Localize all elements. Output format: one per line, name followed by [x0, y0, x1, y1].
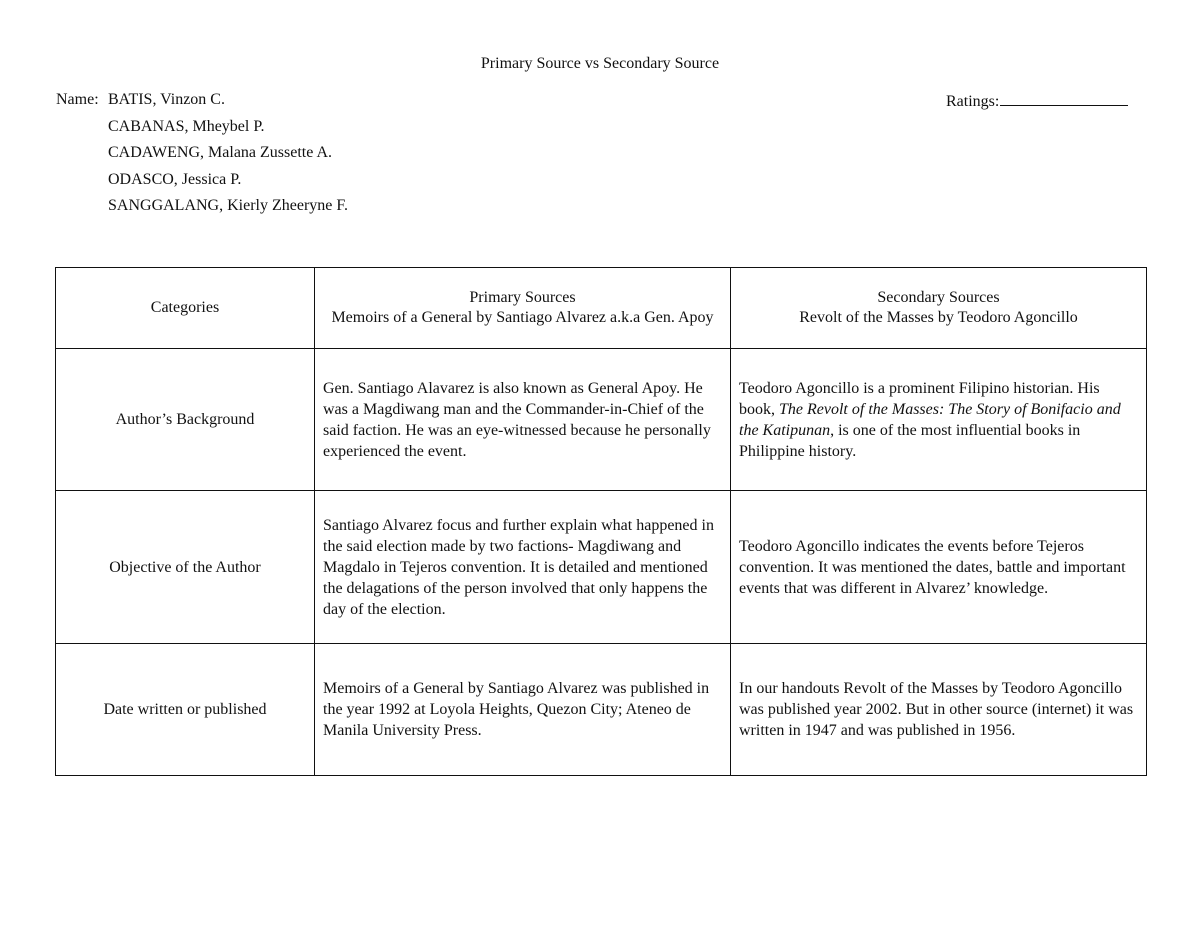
name-entry: BATIS, Vinzon C.: [108, 91, 225, 108]
table-header-row: [56, 268, 1147, 349]
secondary-text-start: Teodoro Agoncillo is a prominent Filipino historian. His book,: [739, 379, 1100, 418]
ratings-label: Ratings:: [946, 93, 1000, 110]
header-primary-title: Primary Sources: [469, 289, 576, 306]
header-primary-subtitle: Memoirs of a General by Santiago Alvarez a.k.a Gen. Apoy: [331, 309, 714, 326]
row-secondary-cell: [731, 349, 1147, 491]
row-primary-cell: Santiago Alvarez focus and further explain what happened in the said election made by two factions- Magdiwang and Magdalo in Tejeros convention. It is detailed and mentioned the delagations of the person involved that only happens the day of the election.: [315, 491, 731, 644]
name-entry: CABANAS, Mheybel P.: [108, 117, 265, 135]
name-entry: CADAWENG, Malana Zussette A.: [108, 144, 333, 161]
table-row: [56, 491, 1147, 644]
book-title-italic: The Revolt of the Masses: The Story of Bonifacio and the Katipunan: [739, 400, 1121, 439]
table-row: [56, 644, 1147, 776]
header-categories-label: Categories: [150, 299, 220, 316]
name-label: Name:: [56, 91, 99, 108]
header-secondary-subtitle: Revolt of the Masses by Teodoro Agoncillo: [799, 309, 1078, 326]
header-categories: [56, 268, 315, 349]
table-row: [56, 349, 1147, 491]
ratings-field: [946, 91, 1128, 111]
row-secondary-cell: Teodoro Agoncillo indicates the events before Tejeros convention. It was mentioned the dates, battle and important events that was different in Alvarez’ knowledge.: [731, 491, 1147, 644]
row-secondary-cell: In our handouts Revolt of the Masses by Teodoro Agoncillo was published year 2002. But in other source (internet) it was written in 1947 and was published in 1956.: [731, 644, 1147, 776]
secondary-text-end: , is one of the most influential books in Philippine history.: [739, 421, 1081, 460]
row-primary-cell: Gen. Santiago Alavarez is also known as General Apoy. He was a Magdiwang man and the Commander-in-Chief of the said faction. He was an eye-witnessed because he personally experienced the event.: [315, 349, 731, 491]
header-secondary-sources: [731, 268, 1147, 349]
name-entry: ODASCO, Jessica P.: [108, 170, 242, 188]
row-category: Objective of the Author: [56, 491, 315, 644]
ratings-blank-line: [1000, 91, 1128, 106]
row-category: Author’s Background: [56, 349, 315, 491]
names-list: [108, 91, 348, 224]
name-entry: SANGGALANG, Kierly Zheeryne F.: [108, 197, 349, 214]
header-primary-sources: [315, 268, 731, 349]
document-title: Primary Source vs Secondary Source: [480, 55, 720, 72]
row-category: Date written or published: [56, 644, 315, 776]
row-primary-cell: Memoirs of a General by Santiago Alvarez was published in the year 1992 at Loyola Heights, Quezon City; Ateneo de Manila University Press.: [315, 644, 731, 776]
comparison-table: [55, 267, 1147, 776]
header-secondary-title: Secondary Sources: [877, 289, 1000, 306]
